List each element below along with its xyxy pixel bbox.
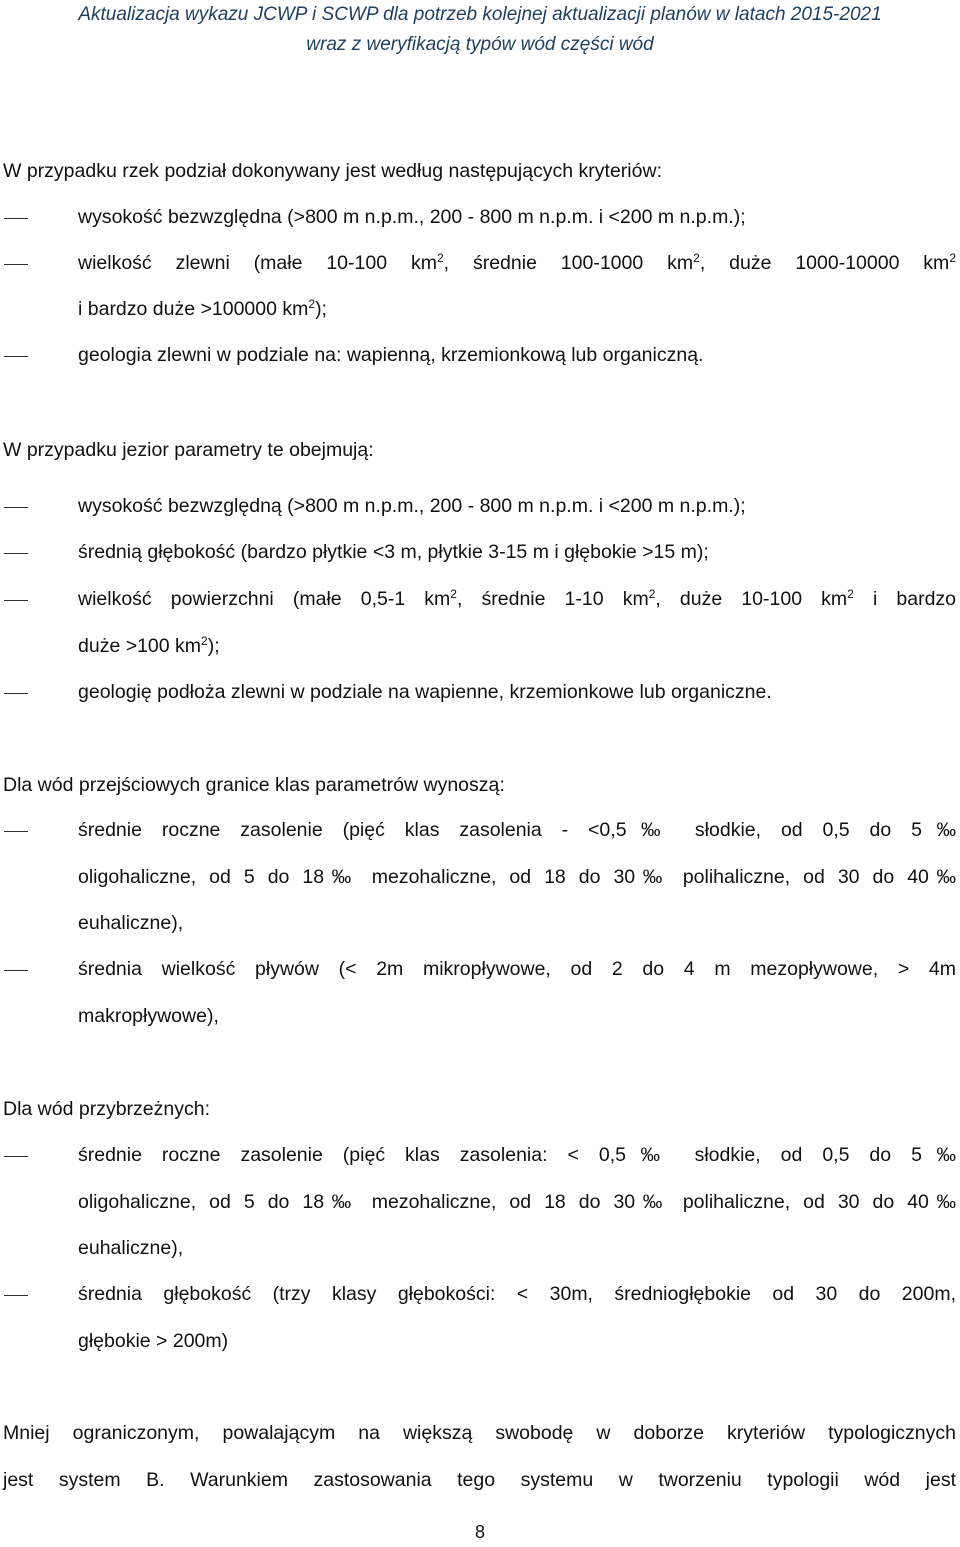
dash-bullet xyxy=(4,264,28,265)
transitional-item-tides-l2: makropływowe), xyxy=(78,1005,219,1027)
running-header xyxy=(0,0,960,60)
coastal-item-depth-l1: średnia głębokość (trzy klasy głębokości: < 30m, średniogłębokie od 30 do 200m, xyxy=(78,1283,956,1305)
dash-bullet xyxy=(4,218,28,219)
coastal-intro: Dla wód przybrzeżnych: xyxy=(3,1098,210,1120)
transitional-intro: Dla wód przejściowych granice klas parametrów wynoszą: xyxy=(3,774,505,796)
header-line-1: Aktualizacja wykazu JCWP i SCWP dla potrzeb kolejnej aktualizacji planów w latach 2015-2021 xyxy=(78,4,882,25)
coastal-item-salinity-l2: oligohaliczne, od 5 do 18‰ mezohaliczne, od 18 do 30‰ polihaliczne, od 30 do 40‰ xyxy=(78,1191,956,1213)
header-line-2: wraz z weryfikacją typów wód części wód xyxy=(306,34,654,55)
dash-bullet xyxy=(4,693,28,694)
dash-bullet xyxy=(4,507,28,508)
lakes-item-surface-cont: duże >100 $km^2$); xyxy=(78,634,220,657)
rivers-intro: W przypadku rzek podział dokonywany jest według następujących kryteriów: xyxy=(3,160,662,182)
lakes-item-geology: geologię podłoża zlewni w podziale na wapienne, krzemionkowe lub organiczne. xyxy=(78,681,772,703)
lakes-item-surface: wielkość powierzchni (małe 0,5-1 $km^2$, średnie 1-10 $km^2$, duże 10-100 $km^2$ i bardzo xyxy=(78,587,957,610)
transitional-item-salinity-l1: średnie roczne zasolenie (pięć klas zasolenia - <0,5‰ słodkie, od 0,5 do 5‰ xyxy=(78,819,956,841)
lakes-item-depth: średnią głębokość (bardzo płytkie <3 m, płytkie 3-15 m i głębokie >15 m); xyxy=(78,541,709,563)
rivers-item-altitude: wysokość bezwzględna (>800 m n.p.m., 200 - 800 m n.p.m. i <200 m n.p.m.); xyxy=(78,206,746,228)
rivers-item-catchment-size-cont: i bardzo duże >100000 $km^2$); xyxy=(78,297,327,320)
coastal-item-salinity-l3: euhaliczne), xyxy=(78,1237,184,1259)
dash-bullet xyxy=(4,356,28,357)
rivers-item-geology: geologia zlewni w podziale na: wapienną, krzemionkową lub organiczną. xyxy=(78,344,704,366)
closing-paragraph-l1: Mniej ograniczonym, powalającym na większą swobodę w doborze kryteriów typologicznych xyxy=(3,1422,956,1444)
transitional-item-tides-l1: średnia wielkość pływów (< 2m mikropływowe, od 2 do 4 m mezopływowe, > 4m xyxy=(78,958,956,980)
rivers-item-catchment-size: wielkość zlewni (małe 10-100 $km^2$, średnie 100-1000 $km^2$, duże 1000-10000 $km^2$ xyxy=(78,251,956,274)
coastal-item-salinity-l1: średnie roczne zasolenie (pięć klas zasolenia: < 0,5‰ słodkie, od 0,5 do 5‰ xyxy=(78,1144,956,1166)
dash-bullet xyxy=(4,1156,28,1157)
transitional-item-salinity-l2: oligohaliczne, od 5 do 18‰ mezohaliczne, od 18 do 30‰ polihaliczne, od 30 do 40‰ xyxy=(78,866,956,888)
dash-bullet xyxy=(4,1295,28,1296)
dash-bullet xyxy=(4,553,28,554)
dash-bullet xyxy=(4,831,28,832)
lakes-item-altitude: wysokość bezwzględną (>800 m n.p.m., 200 - 800 m n.p.m. i <200 m n.p.m.); xyxy=(78,495,746,517)
page-number: 8 xyxy=(474,1522,485,1542)
lakes-intro: W przypadku jezior parametry te obejmują: xyxy=(3,439,374,461)
transitional-item-salinity-l3: euhaliczne), xyxy=(78,912,184,934)
dash-bullet xyxy=(4,600,28,601)
coastal-item-depth-l2: głębokie > 200m) xyxy=(78,1330,229,1352)
dash-bullet xyxy=(4,970,28,971)
closing-paragraph-l2: jest system B. Warunkiem zastosowania tego systemu w tworzeniu typologii wód jest xyxy=(3,1469,956,1491)
